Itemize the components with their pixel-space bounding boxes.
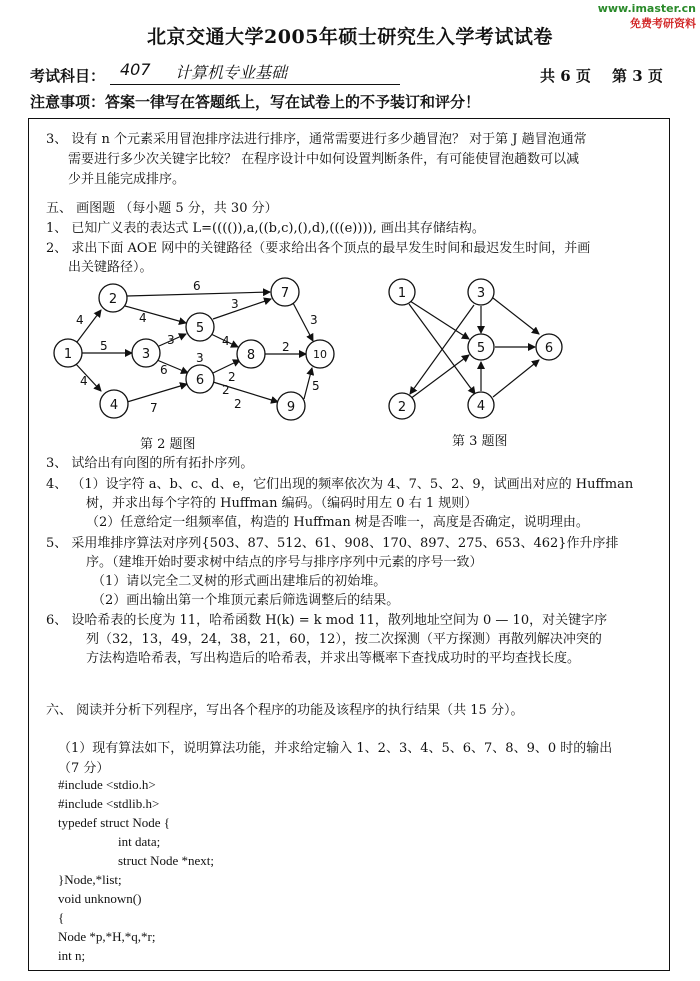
node-8-label: 8	[246, 348, 256, 363]
weight-8-10: 2	[282, 340, 290, 354]
weight-9-10: 5	[312, 379, 320, 393]
s5-q1: 1、 已知广义表的表达式 L=(((()),a,((b,c),(),d),(((e)))), 画出其存储结构。	[46, 221, 485, 236]
edge-2-5	[125, 306, 186, 323]
code-line-8: {	[58, 910, 65, 925]
total-pages: 共 6 页	[540, 67, 591, 85]
edge-4-6	[127, 384, 187, 402]
edge3-2-5	[410, 355, 469, 399]
weight-2-7: 6	[193, 279, 201, 293]
weight-2-5: 4	[139, 311, 147, 325]
weight-1-2: 4	[76, 313, 84, 327]
weight-4-6: 7	[150, 401, 158, 415]
node-9-label: 9	[286, 400, 296, 415]
edge3-4-6	[493, 360, 539, 397]
s5-q4-line2: 树，并求出每个字符的 Huffman 编码。（编码时用左 0 右 1 规则）	[86, 496, 478, 511]
edge-6-8	[213, 360, 240, 373]
s5-q3: 3、 试给出有向图的所有拓扑序列。	[46, 456, 254, 471]
edge-9-10	[304, 368, 312, 399]
subject-name: 计算机专业基础	[175, 63, 288, 82]
s5-heading: 五、 画图题 （每小题 5 分，共 30 分）	[46, 201, 278, 216]
watermark-tag: 免费考研资料	[630, 17, 696, 30]
s5-q6-line2: 列（32，13，49，24，38，21，60，12），按二次探测（平方探测）再散列解决冲突的	[86, 632, 602, 647]
node-4-label: 4	[109, 398, 119, 413]
node-3-label: 3	[141, 347, 151, 362]
exam-title: 北京交通大学2005年硕士研究生入学考试试卷	[147, 26, 553, 48]
code-line-9: Node *p,*H,*q,*r;	[58, 929, 156, 944]
weight-6-8: 2	[228, 370, 236, 384]
weight-6-9: 2	[234, 397, 242, 411]
weight-5-7: 3	[231, 297, 239, 311]
notice: 注意事项：答案一律写在答题纸上，写在试卷上的不予装订和评分！	[30, 93, 481, 111]
s4-q3-line1: 3、 设有 n 个元素采用冒泡排序法进行排序，通常需要进行多少趟冒泡？ 对于第 J 趟冒泡通常	[46, 132, 587, 147]
s4-q3-line2: 需要进行多少次关键字比较？ 在程序设计中如何设置判断条件，有可能使冒泡趟数可以减	[68, 152, 580, 167]
edge3-3-6	[493, 298, 539, 334]
s6-q1-line1: （1）现有算法如下，说明算法功能，并求给定输入 1、2、3、4、5、6、7、8、9、0 时的输出	[58, 741, 613, 756]
s6-q1-line2: （7 分）	[58, 761, 110, 776]
weight-7-10: 3	[310, 313, 318, 327]
s5-q5-line4: （2）画出输出第一个堆顶元素后筛选调整后的结果。	[92, 593, 400, 608]
page-number: 第 3 页	[612, 67, 663, 85]
g3-node-6-label: 6	[544, 341, 554, 356]
s5-q6-line3: 方法构造哈希表，写出构造后的哈希表，并求出等概率下查找成功时的平均查找长度。	[86, 651, 581, 666]
code-line-5: struct Node *next;	[118, 853, 215, 868]
weight-5-8: 4	[222, 334, 230, 348]
s5-q4-line3: （2）任意给定一组频率值，构造的 Huffman 树是否唯一，高度是否确定，说明理由。	[86, 515, 589, 530]
s4-q3-line3: 少并且能完成排序。	[68, 172, 186, 187]
s5-q4-line1: 4、 （1）设字符 a、b、c、d、e，它们出现的频率依次为 4、7、5、2、9，试画出对应的 Huffman	[46, 477, 634, 492]
aoe-network-figure	[40, 272, 350, 450]
g3-node-3-label: 3	[476, 286, 486, 301]
g3-node-4-label: 4	[476, 399, 486, 414]
weight-4-6-near: 3	[196, 351, 204, 365]
node-10-label: 10	[313, 348, 327, 361]
weight-6-9-b: 2	[222, 383, 230, 397]
edge-5-7	[213, 299, 271, 319]
s5-q5-line3: （1）请以完全二叉树的形式画出建堆后的初始堆。	[92, 574, 387, 589]
node-7-label: 7	[280, 286, 290, 301]
code-line-2: #include <stdlib.h>	[58, 796, 160, 811]
weight-3-5: 3	[167, 333, 175, 347]
fig2-caption: 第 2 题图	[140, 437, 196, 452]
weight-1-4: 4	[80, 374, 88, 388]
node-1-label: 1	[63, 347, 73, 362]
s5-q5-line1: 5、 采用堆排序算法对序列{503、87、512、61、908、170、897、275、653、462}作升序排	[46, 536, 619, 551]
s5-q2-line1: 2、 求出下面 AOE 网中的关键路径（要求给出各个顶点的最早发生时间和最迟发生时间，并画	[46, 241, 591, 256]
edge-1-4	[75, 363, 101, 391]
g3-node-2-label: 2	[397, 400, 407, 415]
subject-code: 407	[120, 60, 151, 79]
node-5-label: 5	[195, 321, 205, 336]
code-line-10: int n;	[58, 948, 86, 963]
weight-3-6: 6	[160, 363, 168, 377]
g3-node-5-label: 5	[476, 341, 486, 356]
edge3-1-5	[410, 301, 469, 339]
s6-heading: 六、 阅读并分析下列程序，写出各个程序的功能及该程序的执行结果（共 15 分）。	[46, 703, 524, 718]
code-line-7: void unknown()	[58, 891, 142, 906]
s5-q2-line2: 出关键路径）。	[68, 260, 153, 275]
code-line-1: #include <stdio.h>	[58, 777, 156, 792]
fig3-caption: 第 3 题图	[452, 434, 508, 449]
watermark-site: www.imaster.cn	[597, 2, 696, 15]
code-line-4: int data;	[118, 834, 161, 849]
code-line-6: }Node,*list;	[58, 872, 122, 887]
weight-1-3: 5	[100, 339, 108, 353]
node-6-label: 6	[195, 373, 205, 388]
subject-label: 考试科目：	[30, 67, 106, 85]
digraph-figure	[378, 272, 590, 424]
s5-q5-line2: 序。（建堆开始时要求树中结点的序号与排序序列中元素的序号一致）	[86, 555, 483, 570]
s5-q6-line1: 6、 设哈希表的长度为 11，哈希函数 H(k) = k mod 11，散列地址空间为 0 — 10，对关键字序	[46, 613, 608, 628]
g3-node-1-label: 1	[397, 286, 407, 301]
code-line-3: typedef struct Node {	[58, 815, 171, 830]
node-2-label: 2	[108, 292, 118, 307]
